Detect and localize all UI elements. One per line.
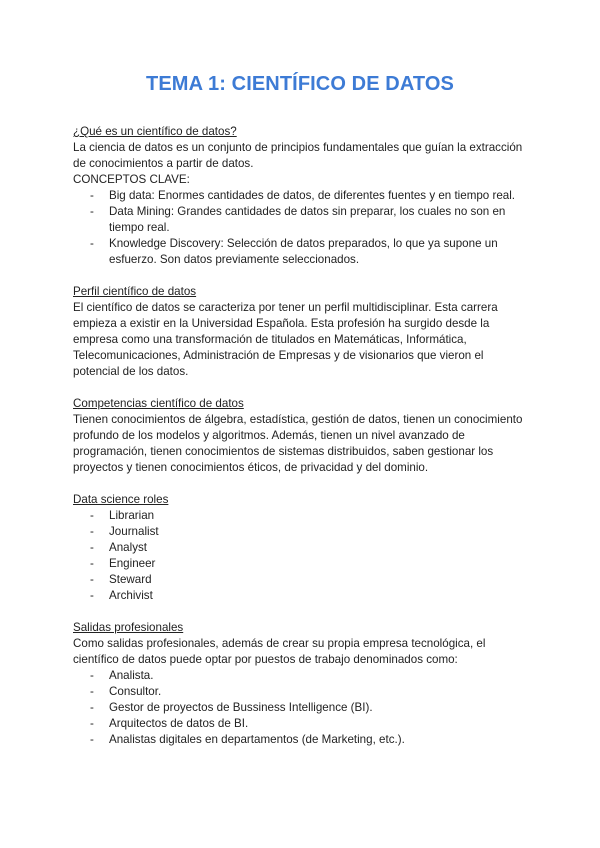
section-paragraph: Tienen conocimientos de álgebra, estadística, gestión de datos, tienen un conocimiento profundo de los modelos y algoritmos. Además, tienen un nivel avanzado de programación, tienen conocimientos de sistemas distribuidos, saben gestionar los proyectos y tienen conocimientos éticos, de privacidad y del dominio. (73, 413, 523, 474)
section-paragraph: El científico de datos se caracteriza por tener un perfil multidisciplinar. Esta carrera empieza a existir en la Universidad Española. Esta profesión ha surgido desde la empresa como una transformación de titulados en Matemáticas, Informática, Telecomunicaciones, Administración de Empresas y de visionarios que vieron el potencial de los datos. (73, 301, 498, 378)
list-item: - Big data: Enormes cantidades de datos, de diferentes fuentes y en tiempo real. (73, 188, 528, 204)
list-item: - Analistas digitales en departamentos (de Marketing, etc.). (73, 732, 528, 748)
section-heading: Competencias científico de datos (73, 397, 244, 410)
list-item: - Arquitectos de datos de BI. (73, 716, 528, 732)
section-salidas (73, 620, 528, 748)
section-heading: Salidas profesionales (73, 621, 184, 634)
list-item: - Archivist (73, 588, 528, 604)
section-paragraph: Como salidas profesionales, además de crear su propia empresa tecnológica, el científico de datos puede optar por puestos de trabajo denominados como: (73, 637, 486, 666)
list-item: - Data Mining: Grandes cantidades de datos sin preparar, los cuales no son en tiempo real. (73, 204, 528, 236)
section-heading: ¿Qué es un científico de datos? (73, 125, 237, 138)
conceptos-list (73, 188, 528, 268)
list-item: - Engineer (73, 556, 528, 572)
section-perfil (73, 284, 528, 380)
list-item: - Steward (73, 572, 528, 588)
list-item: - Analyst (73, 540, 528, 556)
list-item: - Consultor. (73, 684, 528, 700)
list-item: - Gestor de proyectos de Bussiness Intelligence (BI). (73, 700, 528, 716)
document-body (73, 124, 528, 764)
roles-list (73, 508, 528, 604)
section-competencias (73, 396, 528, 476)
section-que-es (73, 124, 528, 268)
section-roles (73, 492, 528, 604)
page-title: TEMA 1: CIENTÍFICO DE DATOS (146, 73, 454, 95)
section-heading: Data science roles (73, 493, 169, 506)
section-paragraph: La ciencia de datos es un conjunto de principios fundamentales que guían la extracción de conocimientos a partir de datos. (73, 141, 523, 170)
list-item: - Journalist (73, 524, 528, 540)
list-item: - Knowledge Discovery: Selección de datos preparados, lo que ya supone un esfuerzo. Son datos previamente seleccionados. (73, 236, 528, 268)
list-item: - Librarian (73, 508, 528, 524)
conceptos-label: CONCEPTOS CLAVE: (73, 173, 190, 186)
section-heading: Perfil científico de datos (73, 285, 197, 298)
list-item: - Analista. (73, 668, 528, 684)
salidas-list (73, 668, 528, 748)
